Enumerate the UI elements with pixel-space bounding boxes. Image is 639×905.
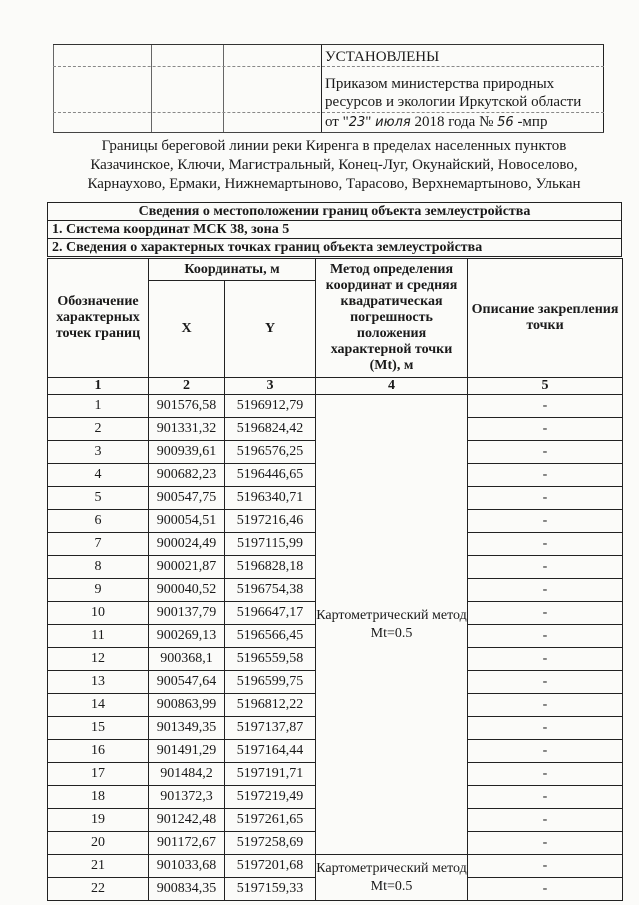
point-number: 16 <box>48 740 149 763</box>
approval-line-1: Приказом министерства природных <box>325 76 555 92</box>
header-num-3: 3 <box>225 378 316 395</box>
coord-x: 901242,48 <box>149 809 225 832</box>
coord-y: 5197191,71 <box>225 763 316 786</box>
coord-y: 5196559,58 <box>225 648 316 671</box>
point-description: - <box>468 464 623 487</box>
point-description: - <box>468 855 623 878</box>
point-description: - <box>468 717 623 740</box>
point-description: - <box>468 418 623 441</box>
point-number: 1 <box>48 395 149 418</box>
point-number: 3 <box>48 441 149 464</box>
coord-y: 5197115,99 <box>225 533 316 556</box>
coord-x: 900547,75 <box>149 487 225 510</box>
coord-y: 5197159,33 <box>225 878 316 901</box>
header-divider <box>321 45 322 133</box>
header-rule <box>53 66 604 67</box>
coord-x: 900054,51 <box>149 510 225 533</box>
header-point: Обозначение характерных точек границ <box>48 259 149 378</box>
date-year: 2018 года № <box>414 114 494 130</box>
point-description: - <box>468 832 623 855</box>
section-title: Сведения о местоположении границ объекта землеустройства <box>48 203 622 221</box>
point-number: 21 <box>48 855 149 878</box>
coord-x: 901331,32 <box>149 418 225 441</box>
date-prefix: от " <box>325 114 349 130</box>
point-description: - <box>468 556 623 579</box>
coord-y: 5197219,49 <box>225 786 316 809</box>
header-num-1: 1 <box>48 378 149 395</box>
point-number: 13 <box>48 671 149 694</box>
point-number: 18 <box>48 786 149 809</box>
point-description: - <box>468 602 623 625</box>
approval-line-2: ресурсов и экологии Иркутской области <box>325 94 582 110</box>
point-description: - <box>468 625 623 648</box>
point-number: 20 <box>48 832 149 855</box>
method-cell: Картометрический метод Mt=0.5 <box>316 855 468 901</box>
coord-x: 900682,23 <box>149 464 225 487</box>
point-number: 22 <box>48 878 149 901</box>
point-description: - <box>468 487 623 510</box>
coord-x: 900939,61 <box>149 441 225 464</box>
section-table <box>47 202 622 257</box>
header-num-4: 4 <box>316 378 468 395</box>
point-number: 4 <box>48 464 149 487</box>
point-description: - <box>468 510 623 533</box>
header-y: Y <box>225 281 316 378</box>
coord-y: 5196912,79 <box>225 395 316 418</box>
coord-y: 5196566,45 <box>225 625 316 648</box>
point-number: 19 <box>48 809 149 832</box>
header-num-2: 2 <box>149 378 225 395</box>
boundary-points-table <box>47 258 623 901</box>
coord-x: 901172,67 <box>149 832 225 855</box>
header-divider <box>603 45 604 133</box>
point-number: 9 <box>48 579 149 602</box>
point-number: 2 <box>48 418 149 441</box>
header-rule <box>53 132 604 133</box>
point-description: - <box>468 809 623 832</box>
approval-header <box>53 44 604 133</box>
caption-line: Казачинское, Ключи, Магистральный, Конец-Луг, Окунайский, Новоселово, <box>90 157 578 173</box>
coord-y: 5196812,22 <box>225 694 316 717</box>
approval-date-line <box>325 114 547 131</box>
header-method: Метод определения координат и средняя квадратическая погрешность положения характерной точки (Mt), м <box>316 259 468 378</box>
method-cell: Картометрический метод Mt=0.5 <box>316 395 468 855</box>
coord-y: 5196446,65 <box>225 464 316 487</box>
point-description: - <box>468 740 623 763</box>
date-mid: " <box>365 114 372 130</box>
point-number: 15 <box>48 717 149 740</box>
point-number: 10 <box>48 602 149 625</box>
header-divider <box>53 45 54 133</box>
point-description: - <box>468 671 623 694</box>
order-suffix: -мпр <box>517 114 548 130</box>
table-row <box>48 395 623 418</box>
header-divider <box>223 45 224 133</box>
coord-y: 5197137,87 <box>225 717 316 740</box>
caption-line: Границы береговой линии реки Киренга в пределах населенных пунктов <box>101 138 567 154</box>
point-description: - <box>468 694 623 717</box>
coord-y: 5197216,46 <box>225 510 316 533</box>
point-number: 17 <box>48 763 149 786</box>
coord-x: 900040,52 <box>149 579 225 602</box>
caption-line: Карнаухово, Ермаки, Нижнемартыново, Тарасово, Верхнемартыново, Улькан <box>87 176 581 192</box>
point-description: - <box>468 648 623 671</box>
coordinate-system: 1. Система координат МСК 38, зона 5 <box>48 221 622 239</box>
coord-x: 901372,3 <box>149 786 225 809</box>
point-description: - <box>468 763 623 786</box>
coord-y: 5197201,68 <box>225 855 316 878</box>
header-divider <box>151 45 152 133</box>
point-number: 5 <box>48 487 149 510</box>
coord-x: 900269,13 <box>149 625 225 648</box>
coord-y: 5197261,65 <box>225 809 316 832</box>
date-day: 23 <box>348 115 366 130</box>
coord-x: 900834,35 <box>149 878 225 901</box>
point-number: 6 <box>48 510 149 533</box>
coord-x: 900547,64 <box>149 671 225 694</box>
coord-y: 5196647,17 <box>225 602 316 625</box>
coord-y: 5196828,18 <box>225 556 316 579</box>
coord-y: 5196340,71 <box>225 487 316 510</box>
point-description: - <box>468 579 623 602</box>
order-number: 56 <box>497 115 514 130</box>
header-x: X <box>149 281 225 378</box>
coord-x: 901576,58 <box>149 395 225 418</box>
point-description: - <box>468 878 623 901</box>
coord-y: 5196754,38 <box>225 579 316 602</box>
point-number: 14 <box>48 694 149 717</box>
date-month: июля <box>375 115 411 130</box>
coord-x: 900024,49 <box>149 533 225 556</box>
point-number: 8 <box>48 556 149 579</box>
coord-x: 900368,1 <box>149 648 225 671</box>
coord-x: 900137,79 <box>149 602 225 625</box>
approval-title: УСТАНОВЛЕНЫ <box>325 49 440 65</box>
header-coords: Координаты, м <box>149 259 316 281</box>
point-number: 12 <box>48 648 149 671</box>
point-number: 11 <box>48 625 149 648</box>
coord-y: 5197164,44 <box>225 740 316 763</box>
coord-x: 901491,29 <box>149 740 225 763</box>
coord-y: 5197258,69 <box>225 832 316 855</box>
coord-x: 901033,68 <box>149 855 225 878</box>
coord-y: 5196599,75 <box>225 671 316 694</box>
coord-y: 5196824,42 <box>225 418 316 441</box>
coord-y: 5196576,25 <box>225 441 316 464</box>
header-desc: Описание закрепления точки <box>468 259 623 378</box>
points-section-title: 2. Сведения о характерных точках границ объекта землеустройства <box>48 239 622 257</box>
point-description: - <box>468 533 623 556</box>
point-description: - <box>468 395 623 418</box>
header-num-5: 5 <box>468 378 623 395</box>
header-rule <box>53 112 604 113</box>
coord-x: 901484,2 <box>149 763 225 786</box>
coord-x: 901349,35 <box>149 717 225 740</box>
coord-x: 900021,87 <box>149 556 225 579</box>
table-row <box>48 855 623 878</box>
point-description: - <box>468 786 623 809</box>
coord-x: 900863,99 <box>149 694 225 717</box>
point-description: - <box>468 441 623 464</box>
document-caption <box>50 137 618 194</box>
point-number: 7 <box>48 533 149 556</box>
